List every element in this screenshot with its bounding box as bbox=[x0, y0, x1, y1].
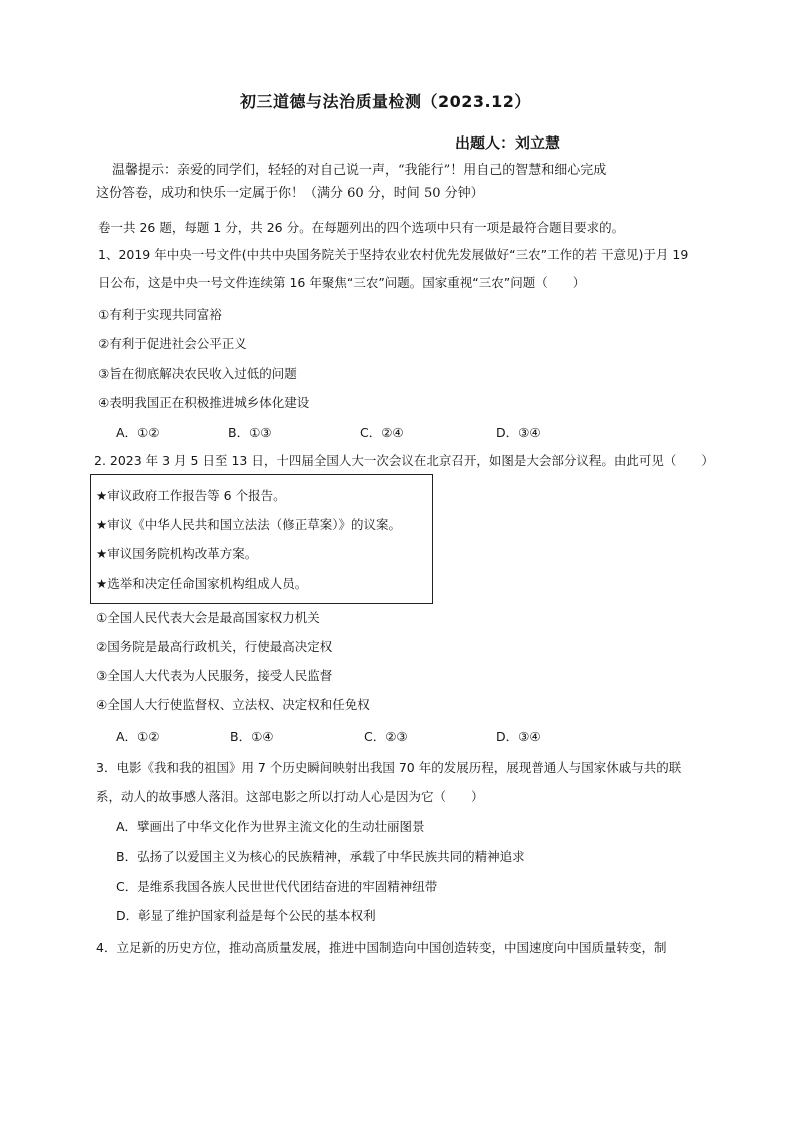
agenda-item-1: ★审议政府工作报告等 6 个报告。 bbox=[96, 488, 286, 503]
q2-choice-a: A．①② bbox=[116, 729, 160, 744]
q3-choice-b: B．弘扬了以爱国主义为核心的民族精神，承载了中华民族共同的精神追求 bbox=[116, 849, 525, 864]
agenda-item-2: ★审议《中华人民共和国立法法（修正草案）》的议案。 bbox=[96, 517, 401, 532]
q1-item-2: ②有利于促进社会公平正义 bbox=[98, 336, 247, 351]
q2-stem: 2. 2023 年 3 月 5 日至 13 日，十四届全国人大一次会议在北京召开，如图是大会部分议程。由此可见（ ） bbox=[94, 453, 714, 468]
q3-stem-line-1: 3．电影《我和我的祖国》用 7 个历史瞬间映射出我国 70 年的发展历程，展现普通人与国家休戚与共的联 bbox=[96, 760, 682, 775]
q1-choice-b: B．①③ bbox=[228, 425, 272, 440]
author-line: 出题人：刘立慧 bbox=[455, 134, 561, 152]
q1-item-1: ①有利于实现共同富裕 bbox=[98, 307, 222, 322]
agenda-item-3: ★审议国务院机构改革方案。 bbox=[96, 546, 258, 561]
q2-choice-d: D．③④ bbox=[496, 729, 541, 744]
q2-item-2: ②国务院是最高行政机关，行使最高决定权 bbox=[96, 639, 333, 654]
tip-line-2: 这份答卷，成功和快乐一定属于你！（满分 60 分，时间 50 分钟） bbox=[96, 186, 484, 201]
q2-choice-b: B．①④ bbox=[230, 729, 274, 744]
q2-choice-c: C．②③ bbox=[364, 729, 408, 744]
q1-choice-a: A．①② bbox=[116, 425, 160, 440]
q2-item-3: ③全国人大代表为人民服务，接受人民监督 bbox=[96, 668, 333, 683]
q1-item-4: ④表明我国正在积极推进城乡体化建设 bbox=[98, 395, 310, 410]
section-intro: 卷一共 26 题，每题 1 分，共 26 分。在每题列出的四个选项中只有一项是最符合题目要求的。 bbox=[98, 220, 625, 235]
q1-choice-d: D．③④ bbox=[496, 425, 541, 440]
q2-item-4: ④全国人大行使监督权、立法权、决定权和任免权 bbox=[96, 697, 370, 712]
q3-stem-line-2: 系，动人的故事感人落泪。这部电影之所以打动人心是因为它（ ） bbox=[96, 789, 484, 804]
q3-choice-c: C．是维系我国各族人民世世代代团结奋进的牢固精神纽带 bbox=[116, 879, 438, 894]
q3-choice-a: A．擘画出了中华文化作为世界主流文化的生动壮丽图景 bbox=[116, 819, 425, 834]
q2-item-1: ①全国人民代表大会是最高国家权力机关 bbox=[96, 610, 320, 625]
q3-choice-d: D．彰显了维护国家利益是每个公民的基本权利 bbox=[116, 908, 376, 923]
q1-stem-line-1: 1、2019 年中央一号文件(中共中央国务院关于坚持农业农村优先发展做好“三农”工作的若 干意见)于月 19 bbox=[98, 247, 689, 262]
tip-line-1: 温馨提示：亲爱的同学们，轻轻的对自己说一声，“我能行”！用自己的智慧和细心完成 bbox=[112, 163, 607, 178]
q1-stem-line-2: 日公布，这是中央一号文件连续第 16 年聚焦“三农”问题。国家重视“三农”问题（ ） bbox=[98, 275, 586, 290]
q1-choice-c: C．②④ bbox=[360, 425, 404, 440]
agenda-item-4: ★选举和决定任命国家机构组成人员。 bbox=[96, 576, 308, 591]
q1-item-3: ③旨在彻底解决农民收入过低的问题 bbox=[98, 366, 297, 381]
page-title: 初三道德与法治质量检测（2023.12） bbox=[240, 92, 531, 111]
q4-stem-line-1: 4．立足新的历史方位，推动高质量发展，推进中国制造向中国创造转变，中国速度向中国质量转变，制 bbox=[96, 940, 667, 955]
